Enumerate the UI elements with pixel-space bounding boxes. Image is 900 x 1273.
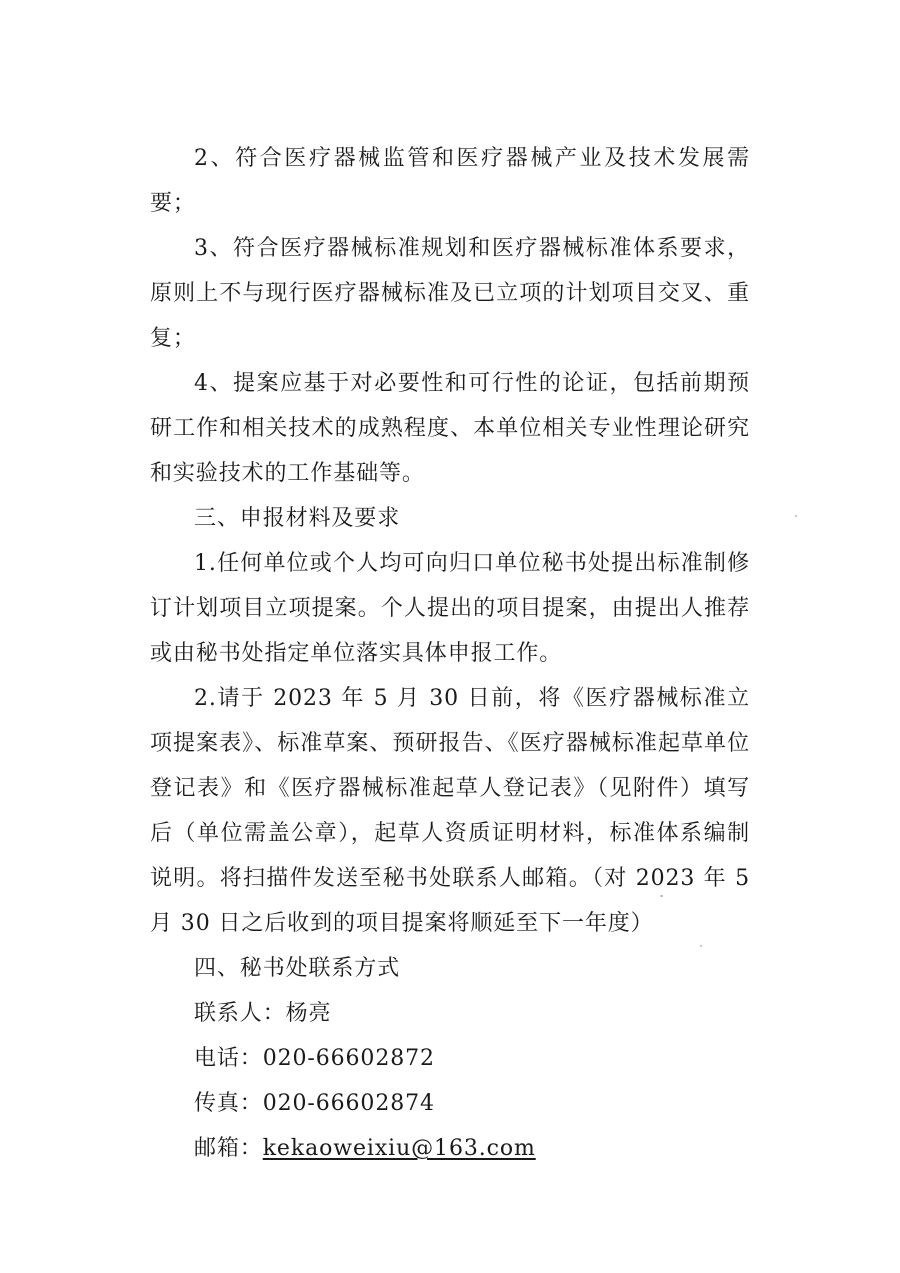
fax-line <box>150 1081 750 1126</box>
scan-speck <box>795 515 797 517</box>
section-three-heading: 三、申报材料及要求 <box>194 506 401 531</box>
fax-value: 020-66602874 <box>262 1091 435 1116</box>
scan-speck <box>700 945 702 947</box>
scan-speck <box>660 895 663 897</box>
requirement-item-2: 2、符合医疗器械监管和医疗器械产业及技术发展需要； <box>150 146 750 216</box>
phone-line <box>150 1036 750 1081</box>
requirement-item-3: 3、符合医疗器械标准规划和医疗器械标准体系要求，原则上不与现行医疗器械标准及已立项的计划项目交叉、重复； <box>150 236 750 351</box>
email-label: 邮箱： <box>194 1136 263 1161</box>
contact-person-line <box>150 991 750 1036</box>
email-line <box>150 1126 750 1171</box>
document-body <box>150 136 750 1171</box>
material-item-2: 2.请于 2023 年 5 月 30 日前，将《医疗器械标准立项提案表》、标准草案、预研报告、《医疗器械标准起草单位登记表》和《医疗器械标准起草人登记表》（见附件）填写后（单位需盖公章），起草人资质证明材料，标准体系编制说明。将扫描件发送至秘书处联系人邮箱。（对 2023 年 5 月 30 日之后收到的项目提案将顺延至下一年度） <box>150 686 750 936</box>
requirement-item-4: 4、提案应基于对必要性和可行性的论证，包括前期预研工作和相关技术的成熟程度、本单位相关专业性理论研究和实验技术的工作基础等。 <box>150 371 750 486</box>
email-link[interactable]: kekaoweixiu@163.com <box>262 1136 536 1161</box>
contact-person-value: 杨亮 <box>285 1001 332 1026</box>
contact-person-label: 联系人： <box>194 1001 286 1026</box>
section-four-heading: 四、秘书处联系方式 <box>194 956 401 981</box>
fax-label: 传真： <box>194 1091 263 1116</box>
phone-label: 电话： <box>194 1046 263 1071</box>
phone-value: 020-66602872 <box>262 1046 435 1071</box>
material-item-1: 1.任何单位或个人均可向归口单位秘书处提出标准制修订计划项目立项提案。个人提出的项目提案，由提出人推荐或由秘书处指定单位落实具体申报工作。 <box>150 551 750 666</box>
